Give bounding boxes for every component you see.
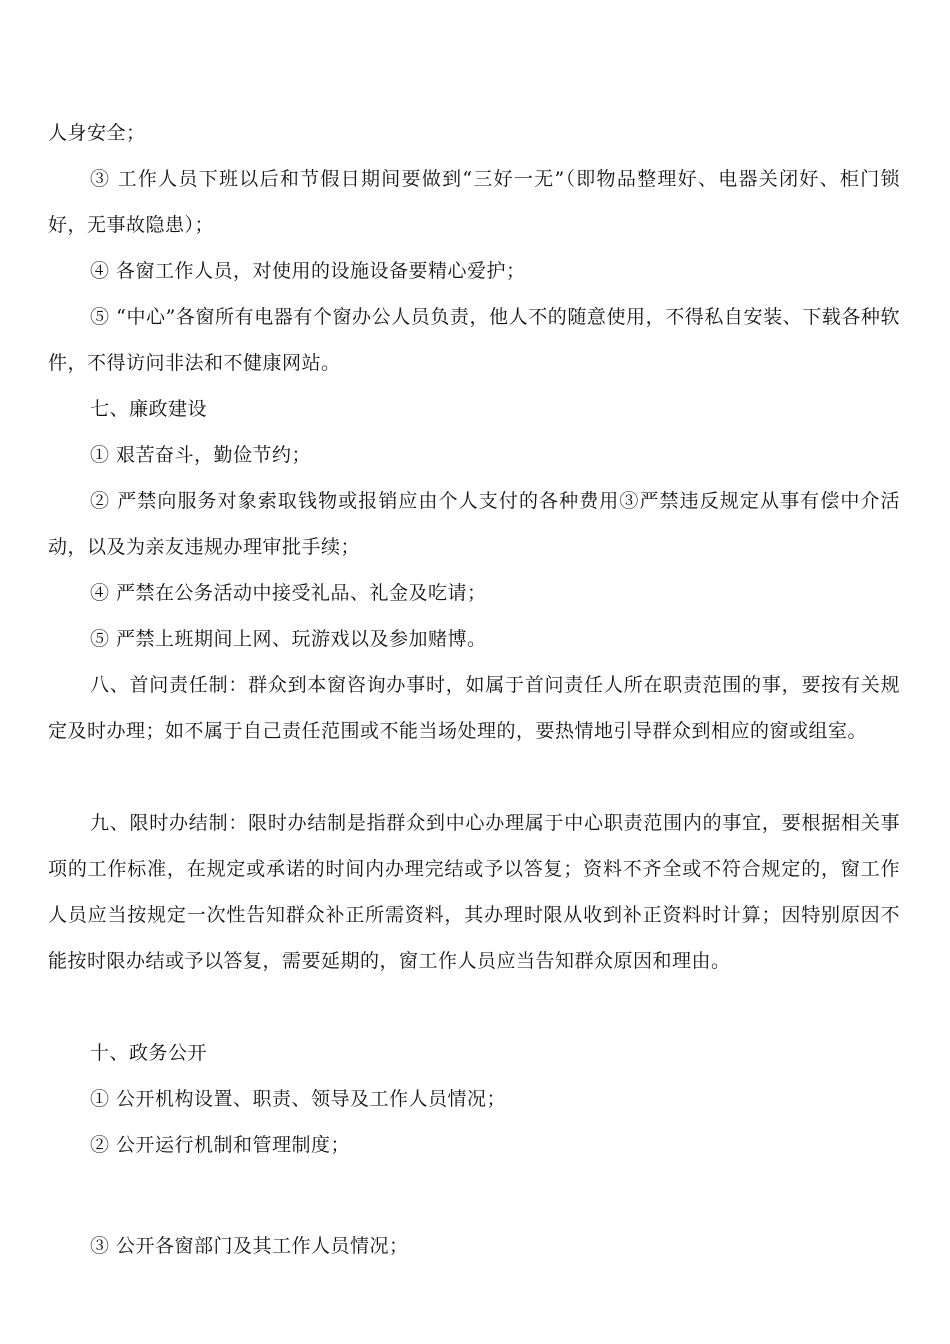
paragraph-prohibit-gifts: ④ 严禁在公务活动中接受礼品、礼金及吃请； (90, 582, 487, 604)
paragraph-prohibit-gaming: ⑤ 严禁上班期间上网、玩游戏以及参加赌博。 (90, 628, 487, 650)
paragraph-three-good-one-none: ③ 工作人员下班以后和节假日期间要做到“三好一无”（即物品整理好、电器关闭好、柜门锁好，无事故隐患）； (48, 168, 900, 236)
paragraph-electrical-usage: ⑤ “中心”各窗所有电器有个窗办公人员负责，他人不的随意使用，不得私自安装、下载各种软件，不得访问非法和不健康网站。 (48, 306, 900, 374)
paragraph-first-inquiry: 八、首问责任制：群众到本窗咨询办事时，如属于首问责任人所在职责范围的事，要按有关规定及时办理；如不属于自己责任范围或不能当场处理的，要热情地引导群众到相应的窗或组室。 (48, 674, 900, 742)
paragraph-public-departments: ③ 公开各窗部门及其工作人员情况； (90, 1235, 409, 1257)
paragraph-frugality: ① 艰苦奋斗，勤俭节约； (90, 444, 312, 466)
paragraph-care-equipment: ④ 各窗工作人员，对使用的设施设备要精心爱护； (90, 260, 526, 282)
paragraph-prohibit-demands: ② 严禁向服务对象索取钱物或报销应由个人支付的各种费用③严禁违反规定从事有偿中介活动，以及为亲友违规办理审批手续； (48, 490, 900, 558)
section-heading-integrity: 七、廉政建设 (90, 398, 208, 420)
section-heading-government-affairs: 十、政务公开 (90, 1042, 208, 1064)
paragraph-public-organization: ① 公开机构设置、职责、领导及工作人员情况； (90, 1088, 507, 1110)
paragraph-personal-safety-tail: 人身安全； (48, 122, 146, 144)
paragraph-public-mechanism: ② 公开运行机制和管理制度； (90, 1134, 351, 1156)
paragraph-time-limit: 九、限时办结制：限时办结制是指群众到中心办理属于中心职责范围内的事宜，要根据相关事项的工作标准，在规定或承诺的时间内办理完结或予以答复；资料不齐全或不符合规定的，窗工作人员应当按规定一次性告知群众补正所需资料，其办理时限从收到补正资料时计算；因特别原因不能按时限办结或予以答复，需要延期的，窗工作人员应当告知群众原因和理由。 (48, 812, 900, 972)
